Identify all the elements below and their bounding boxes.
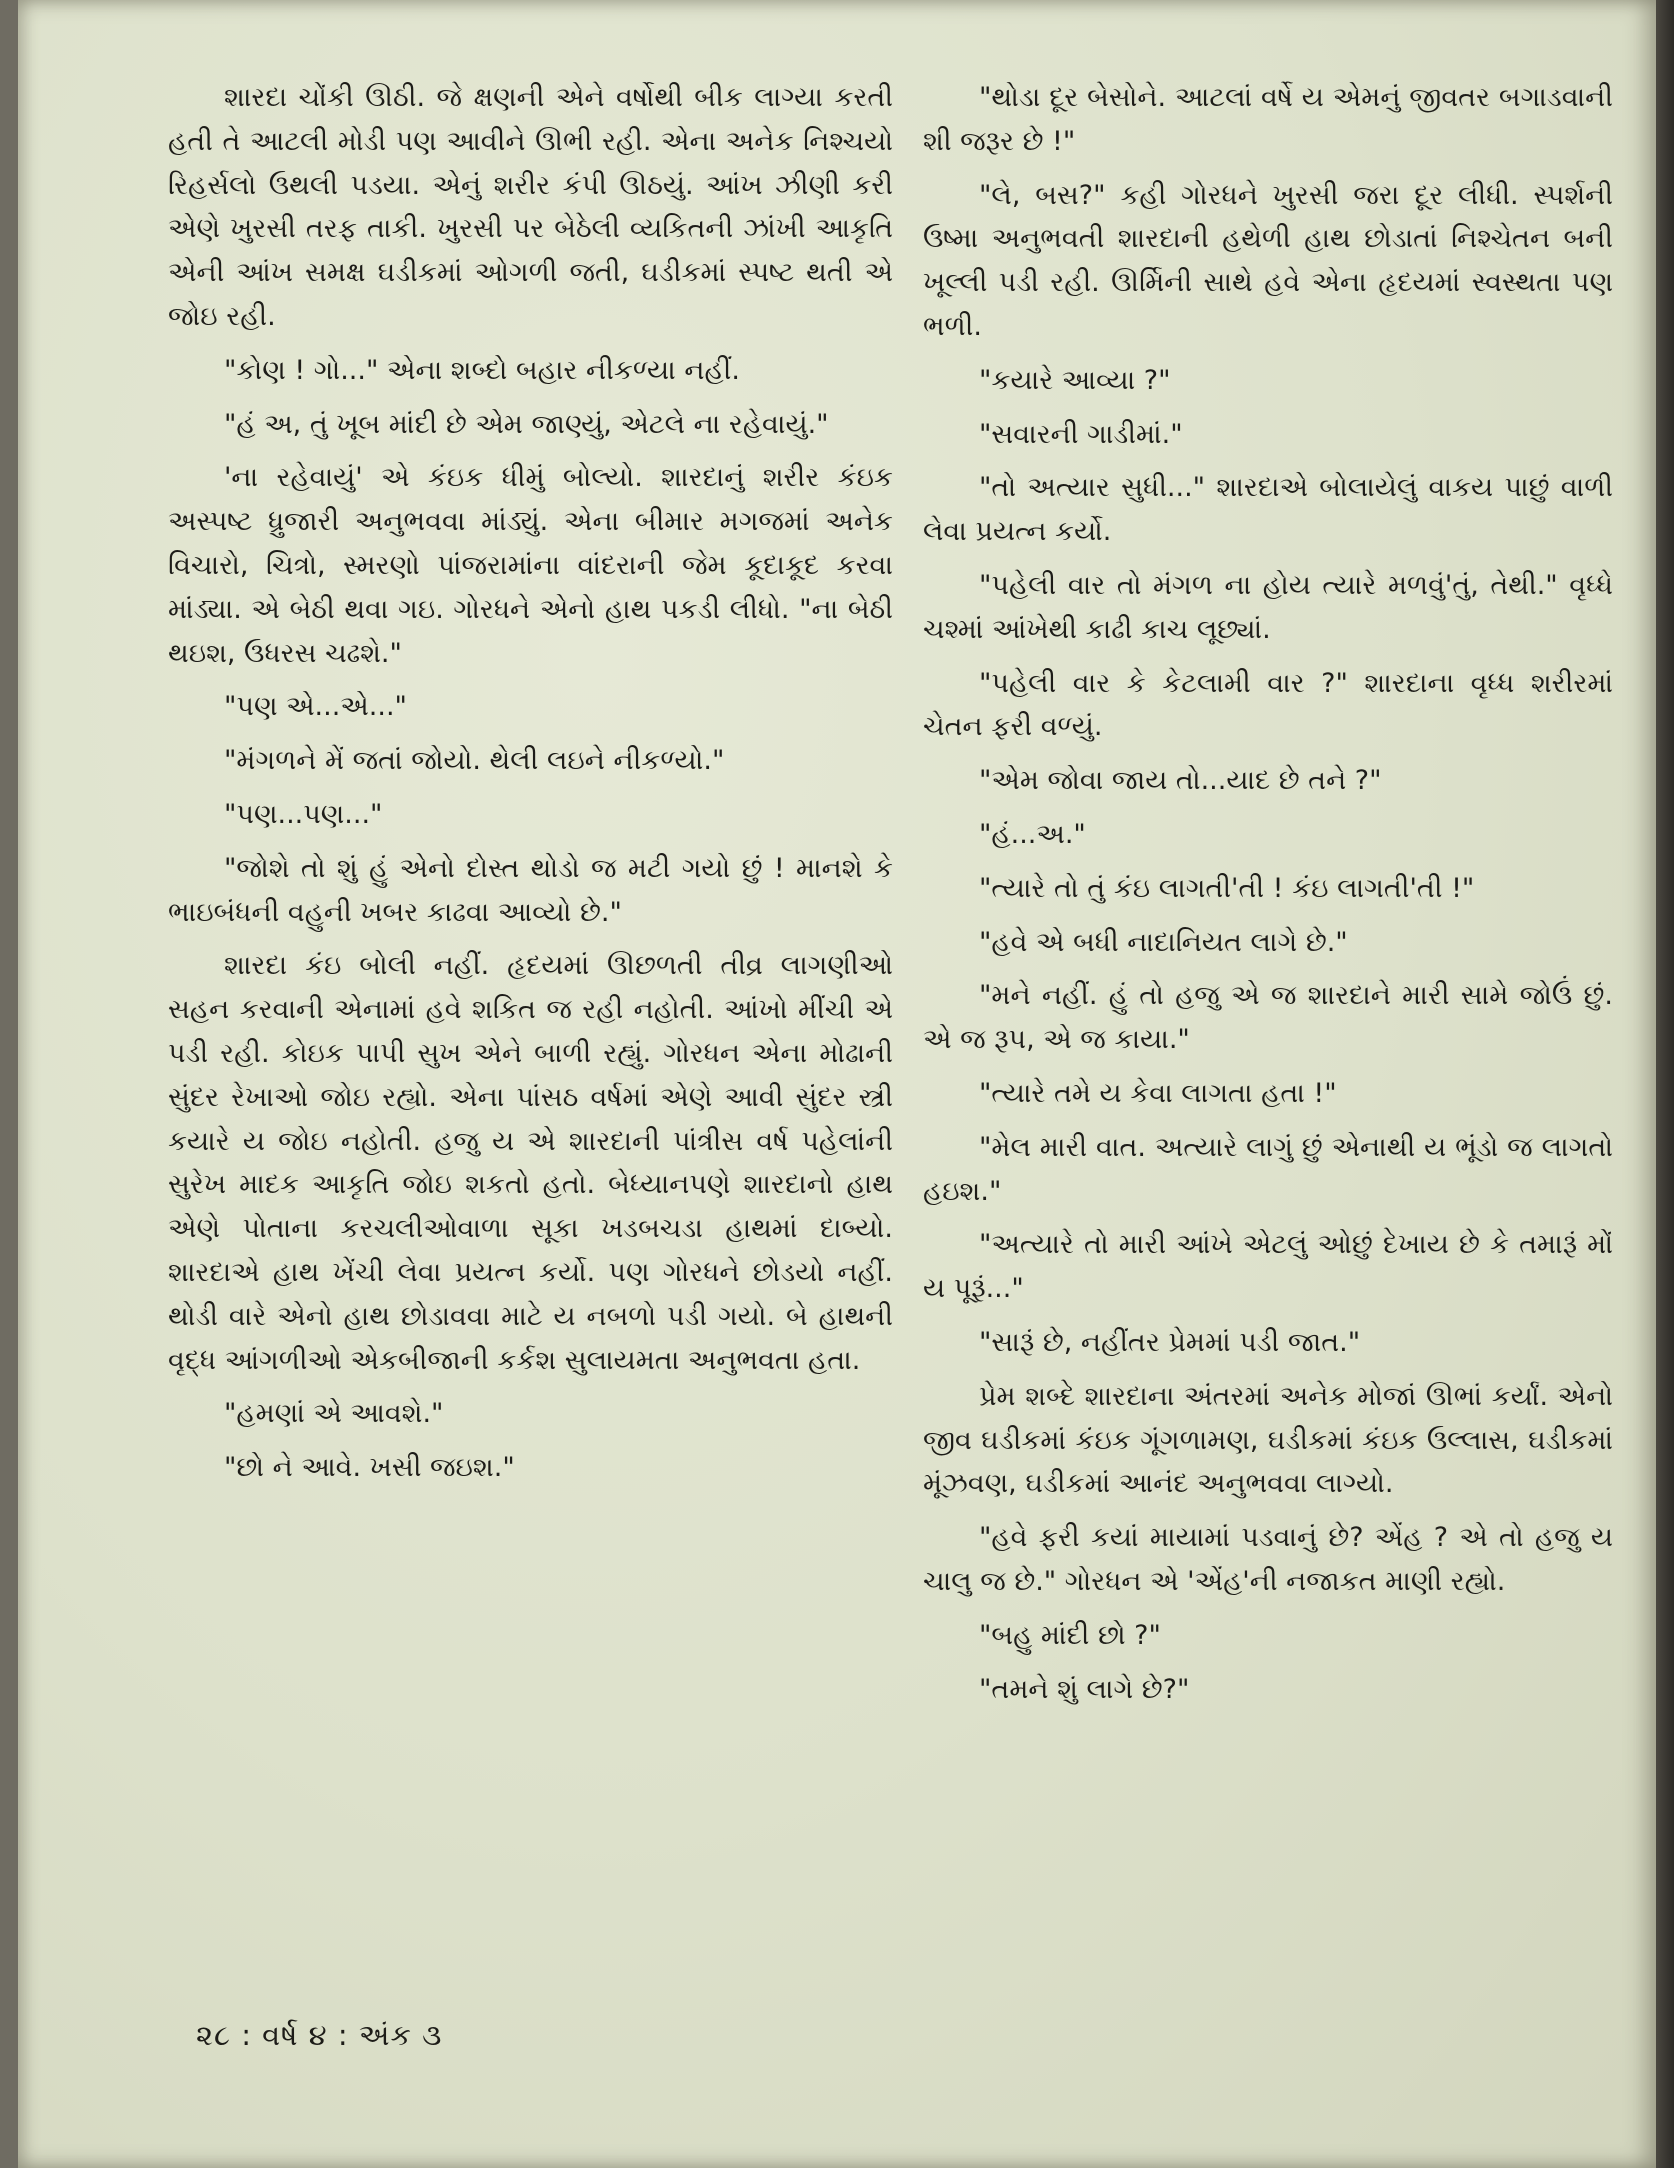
paragraph: શારદા કંઇ બોલી નહીં. હૃદયમાં ઊછળતી તીવ્ર લાગણીઓ સહન કરવાની એનામાં હવે શકિત જ રહી નહોતી. આંખો મીંચી એ પડી રહી. કોઇક પાપી સુખ એને બાળી રહ્યું. ગોરધન એના મોઢાની સુંદર રેખાઓ જોઇ રહ્યો. એના પાંસઠ વર્ષમાં એણે આવી સુંદર સ્ત્રી કયારે ય જોઇ નહોતી. હજુ ય એ શારદાની પાંત્રીસ વર્ષ પહેલાંની સુરેખ માદક આકૃતિ જોઇ શકતો હતો. બેધ્યાનપણે શારદાનો હાથ એણે પોતાના કરચલીઓવાળા સૂકા ખડબચડા હાથમાં દાબ્યો. શારદાએ હાથ ખેંચી લેવા પ્રયત્ન કર્યો. પણ ગોરધને છોડયો નહીં. થોડી વારે એનો હાથ છોડાવવા માટે ય નબળો પડી ગયો. બે હાથની વૃદ્ધ આંગળીઓ એકબીજાની કર્કશ સુલાયમતા અનુભવતા હતા. [168,950,893,1376]
paragraph: પ્રેમ શબ્દે શારદાના અંતરમાં અનેક મોજાં ઊભાં કર્યાં. એનો જીવ ઘડીકમાં કંઇક ગૂંગળામણ, ઘડીકમાં કંઇક ઉલ્લાસ, ઘડીકમાં મૂંઝવણ, ઘડીકમાં આનંદ અનુભવવા લાગ્યો. [923,1380,1613,1500]
paragraph: "લે, બસ?" કહી ગોરધને ખુરસી જરા દૂર લીધી. સ્પર્શની ઉષ્મા અનુભવતી શારદાની હથેળી હાથ છોડાતાં નિશ્ચેતન બની ખૂલ્લી પડી રહી. ઊર્મિની સાથે હવે એના હૃદયમાં સ્વસ્થતા પણ ભળી. [923,179,1613,342]
page-edge [1656,0,1674,2168]
paragraph: "છો ને આવે. ખસી જઇશ." [224,1452,515,1484]
paragraph: 'ના રહેવાયું' એ કંઇક ધીમું બોલ્યો. શારદાનું શરીર કંઇક અસ્પષ્ટ ધ્રુજારી અનુભવવા માંડ્યું. એના બીમાર મગજમાં અનેક વિચારો, ચિત્રો, સ્મરણો પાંજરામાંના વાંદરાની જેમ કૂદાકૂદ કરવા માંડ્યા. એ બેઠી થવા ગઇ. ગોરધને એનો હાથ પકડી લીધો. "ના બેઠી થઇશ, ઉધરસ ચઢશે." [168,462,893,669]
paragraph: "બહુ માંદી છો ?" [979,1619,1161,1651]
paragraph: "સારૂં છે, નહીંતર પ્રેમમાં પડી જાત." [979,1326,1361,1358]
paragraph: "સવારની ગાડીમાં." [979,418,1183,450]
paragraph: "કોણ ! ગો..." એના શબ્દો બહાર નીકળ્યા નહીં. [224,354,740,386]
paragraph: "મેલ મારી વાત. અત્યારે લાગું છું એનાથી ય ભૂંડો જ લાગતો હઇશ." [923,1131,1613,1207]
right-text-column [923,76,1613,1721]
magazine-page [18,0,1656,2168]
paragraph: "તો અત્યાર સુધી..." શારદાએ બોલાયેલું વાકય પાછું વાળી લેવા પ્રયત્ન કર્યો. [923,472,1613,548]
paragraph: "પણ એ...એ..." [224,691,407,723]
paragraph: "હં અ, તું ખૂબ માંદી છે એમ જાણ્યું, એટલે ના રહેવાયું." [224,408,829,440]
paragraph: "જોશે તો શું હું એનો દોસ્ત થોડો જ મટી ગયો છું ! માનશે કે ભાઇબંધની વહુની ખબર કાઢવા આવ્યો છે." [168,852,893,928]
paragraph: "પણ...પણ..." [224,798,383,830]
paragraph: "મને નહીં. હું તો હજુ એ જ શારદાને મારી સામે જોઉં છું. એ જ રૂપ, એ જ કાયા." [923,980,1613,1056]
paragraph: "એમ જોવા જાય તો...યાદ છે તને ?" [979,765,1382,797]
paragraph: "પહેલી વાર તો મંગળ ના હોય ત્યારે મળવું'તું, તેથી." વૃધ્ધે ચશ્માં આંખેથી કાઢી કાચ લૂછ્યાં. [923,569,1613,645]
paragraph: "અત્યારે તો મારી આંખે એટલું ઓછું દેખાય છે કે તમારૂં મોં ય પૂરૂં..." [923,1229,1613,1305]
paragraph: "ત્યારે તમે ય કેવા લાગતા હતા !" [979,1077,1337,1109]
paragraph: "હવે ફરી કયાં માયામાં પડવાનું છે? એંહ ? એ તો હજુ ય ચાલુ જ છે." ગોરધન એ 'એંહ'ની નજાકત માણી રહ્યો. [923,1522,1613,1597]
paragraph: "થોડા દૂર બેસોને. આટલાં વર્ષે ય એમનું જીવતર બગાડવાની શી જરૂર છે !" [923,82,1613,157]
paragraph: "હમણાં એ આવશે." [224,1398,444,1430]
paragraph: "પહેલી વાર કે કેટલામી વાર ?" શારદાના વૃધ્ધ શરીરમાં ચેતન ફરી વળ્યું. [923,667,1613,743]
page-footer: ૨૮ : વર્ષ ૪ : અંક ૩ [196,2018,443,2052]
paragraph: "તમને શું લાગે છે?" [979,1673,1190,1705]
paragraph: "કયારે આવ્યા ?" [979,364,1171,396]
paragraph: શારદા ચોંકી ઊઠી. જે ક્ષણની એને વર્ષોથી બીક લાગ્યા કરતી હતી તે આટલી મોડી પણ આવીને ઊભી રહી. એના અનેક નિશ્ચયો રિહર્સલો ઉથલી પડયા. એનું શરીર કંપી ઊઠયું. આંખ ઝીણી કરી એણે ખુરસી તરફ તાકી. ખુરસી પર બેઠેલી વ્યકિતની ઝાંખી આકૃતિ એની આંખ સમક્ષ ઘડીકમાં ઓગળી જતી, ઘડીકમાં સ્પષ્ટ થતી એ જોઇ રહી. [168,82,893,332]
paragraph: "હવે એ બધી નાદાનિયત લાગે છે." [979,926,1348,958]
paragraph: "હં...અ." [979,818,1086,850]
paragraph: "ત્યારે તો તું કંઇ લાગતી'તી ! કંઇ લાગતી'તી !" [979,872,1475,904]
left-text-column [168,76,893,1500]
paragraph: "મંગળને મેં જતાં જોયો. થેલી લઇને નીકળ્યો." [224,745,725,777]
